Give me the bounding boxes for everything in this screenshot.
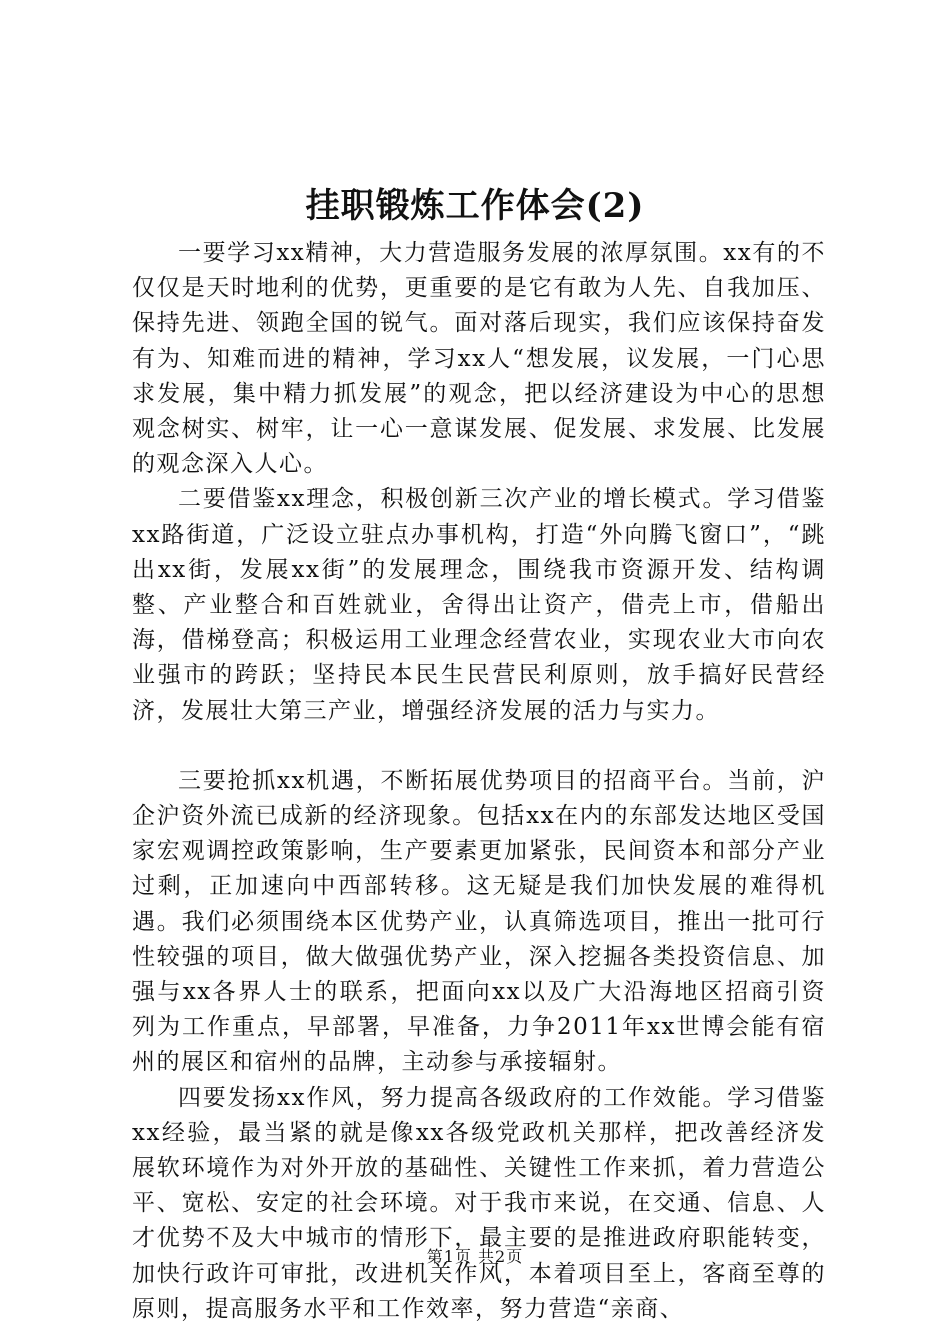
paragraph-4: 四要发扬xx作风，努力提高各级政府的工作效能。学习借鉴xx经验，最当紧的就是像xx各级党政机关那样，把改善经济发展软环境作为对外开放的基础性、关键性工作来抓，着力营造公平、宽松、安定的社会环境。对于我市来说，在交通、信息、人才优势不及大中城市的情形下，最主要的是推进政府职能转变，加快行政许可审批，改进机关作风，本着项目至上，客商至尊的原则，提高服务水平和工作效率，努力营造“亲商、 [132, 1084, 826, 1322]
page-footer: 第1页 共2页 [426, 1247, 524, 1266]
page-title: 挂职锻炼工作体会(2) [305, 186, 645, 226]
paragraph-3: 三要抢抓xx机遇，不断拓展优势项目的招商平台。当前，沪企沪资外流已成新的经济现象。包括xx在内的东部发达地区受国家宏观调控政策影响，生产要素更加紧张，民间资本和部分产业过剩，正加速向中西部转移。这无疑是我们加快发展的难得机遇。我们必须围绕本区优势产业，认真筛选项目，推出一批可行性较强的项目，做大做强优势产业，深入挖掘各类投资信息、加强与xx各界人士的联系，把面向xx以及广大沿海地区招商引资列为工作重点，早部署，早准备，力争2011年xx世博会能有宿州的展区和宿州的品牌，主动参与承接辐射。 [132, 767, 826, 1076]
paragraph-2: 二要借鉴xx理念，积极创新三次产业的增长模式。学习借鉴xx路街道，广泛设立驻点办事机构，打造“外向腾飞窗口”，“跳出xx街，发展xx街”的发展理念，围绕我市资源开发、结构调整、产业整合和百姓就业，舍得出让资产，借壳上市，借船出海，借梯登高；积极运用工业理念经营农业，实现农业大市向农业强市的跨跃；坚持民本民生民营民利原则，放手搞好民营经济，发展壮大第三产业，增强经济发展的活力与实力。 [132, 486, 826, 724]
document-body [132, 236, 826, 1327]
paragraph-1: 一要学习xx精神，大力营造服务发展的浓厚氛围。xx有的不仅仅是天时地利的优势，更重要的是它有敢为人先、自我加压、保持先进、领跑全国的锐气。面对落后现实，我们应该保持奋发有为、知难而进的精神，学习xx人“想发展，议发展，一门心思求发展，集中精力抓发展”的观念，把以经济建设为中心的思想观念树实、树牢，让一心一意谋发展、促发展、求发展、比发展的观念深入人心。 [132, 240, 826, 478]
paragraph-spacer [132, 729, 826, 764]
